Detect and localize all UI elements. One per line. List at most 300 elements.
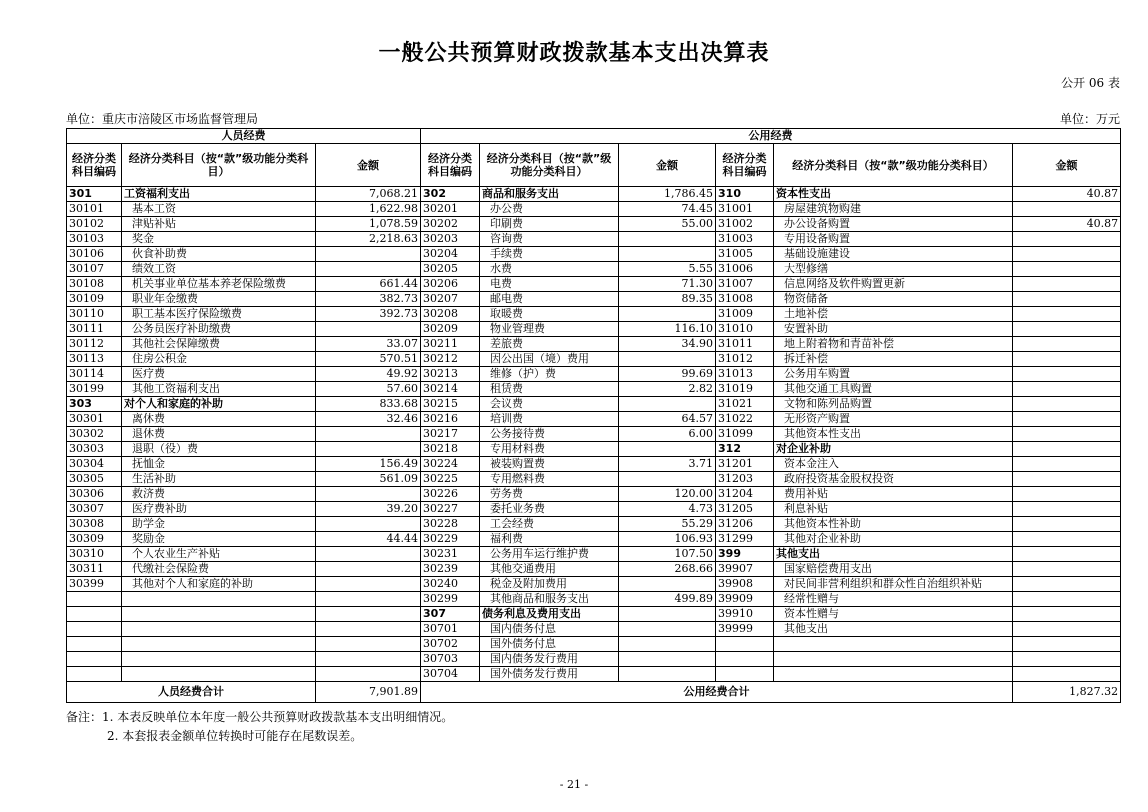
cell-code: 30112 <box>67 337 122 352</box>
cell-amount <box>316 247 421 262</box>
cell-code: 31206 <box>716 517 774 532</box>
col-header-amount: 金额 <box>316 144 421 187</box>
cell-amount <box>619 442 716 457</box>
cell-amount <box>1013 352 1121 367</box>
cell-amount: 89.35 <box>619 292 716 307</box>
cell-amount <box>619 667 716 682</box>
cell-item-name: 政府投资基金股权投资 <box>774 472 1013 487</box>
note-1: 备注：1. 本表反映单位本年度一般公共预算财政拨款基本支出明细情况。 <box>66 710 454 724</box>
table-row <box>67 487 1121 502</box>
table-row <box>67 502 1121 517</box>
cell-item-name: 水费 <box>480 262 619 277</box>
cell-amount <box>1013 607 1121 622</box>
cell-amount: 4.73 <box>619 502 716 517</box>
cell-code: 30227 <box>421 502 480 517</box>
cell-item-name: 伙食补助费 <box>122 247 316 262</box>
cell-code: 301 <box>67 187 122 202</box>
cell-amount <box>316 547 421 562</box>
cell-code: 30199 <box>67 382 122 397</box>
cell-code: 39910 <box>716 607 774 622</box>
cell-amount: 1,786.45 <box>619 187 716 202</box>
cell-amount <box>1013 547 1121 562</box>
cell-code: 30109 <box>67 292 122 307</box>
cell-code: 30208 <box>421 307 480 322</box>
cell-code: 30306 <box>67 487 122 502</box>
cell-amount: 7,068.21 <box>316 187 421 202</box>
cell-item-name: 抚恤金 <box>122 457 316 472</box>
cell-item-name: 办公设备购置 <box>774 217 1013 232</box>
cell-code <box>67 637 122 652</box>
cell-code: 30209 <box>421 322 480 337</box>
cell-amount: 55.29 <box>619 517 716 532</box>
cell-item-name: 咨询费 <box>480 232 619 247</box>
cell-amount: 382.73 <box>316 292 421 307</box>
cell-code: 302 <box>421 187 480 202</box>
cell-item-name: 国家赔偿费用支出 <box>774 562 1013 577</box>
cell-code: 31008 <box>716 292 774 307</box>
cell-item-name: 公务员医疗补助缴费 <box>122 322 316 337</box>
cell-item-name: 助学金 <box>122 517 316 532</box>
table-row <box>67 262 1121 277</box>
cell-code: 31011 <box>716 337 774 352</box>
cell-code: 30307 <box>67 502 122 517</box>
cell-code: 30225 <box>421 472 480 487</box>
cell-item-name <box>774 652 1013 667</box>
cell-item-name: 经常性赠与 <box>774 592 1013 607</box>
table-row <box>67 217 1121 232</box>
cell-item-name: 其他对企业补助 <box>774 532 1013 547</box>
cell-item-name: 退职（役）费 <box>122 442 316 457</box>
cell-amount <box>1013 457 1121 472</box>
table-row <box>67 547 1121 562</box>
cell-code: 30311 <box>67 562 122 577</box>
cell-item-name: 文物和陈列品购置 <box>774 397 1013 412</box>
cell-item-name: 代缴社会保险费 <box>122 562 316 577</box>
cell-code: 30108 <box>67 277 122 292</box>
cell-item-name: 物资储备 <box>774 292 1013 307</box>
cell-item-name: 办公费 <box>480 202 619 217</box>
col-header-name: 经济分类科目（按“款”级功能分类科目） <box>122 144 316 187</box>
cell-code: 31009 <box>716 307 774 322</box>
group-header-row <box>67 129 1121 144</box>
cell-item-name: 奖金 <box>122 232 316 247</box>
cell-item-name: 其他工资福利支出 <box>122 382 316 397</box>
table-row <box>67 592 1121 607</box>
cell-code: 310 <box>716 187 774 202</box>
cell-item-name: 退休费 <box>122 427 316 442</box>
table-row <box>67 532 1121 547</box>
cell-code: 30103 <box>67 232 122 247</box>
cell-amount <box>1013 652 1121 667</box>
page-number: - 21 - <box>559 778 589 791</box>
cell-item-name: 资本性赠与 <box>774 607 1013 622</box>
cell-amount: 71.30 <box>619 277 716 292</box>
cell-code: 31205 <box>716 502 774 517</box>
cell-item-name: 租赁费 <box>480 382 619 397</box>
cell-amount: 106.93 <box>619 532 716 547</box>
table-row <box>67 232 1121 247</box>
cell-item-name: 劳务费 <box>480 487 619 502</box>
cell-code: 39999 <box>716 622 774 637</box>
cell-item-name: 机关事业单位基本养老保险缴费 <box>122 277 316 292</box>
cell-amount: 49.92 <box>316 367 421 382</box>
cell-amount <box>1013 502 1121 517</box>
cell-item-name: 委托业务费 <box>480 502 619 517</box>
cell-amount <box>619 352 716 367</box>
cell-amount <box>619 472 716 487</box>
cell-amount <box>1013 262 1121 277</box>
cell-code: 312 <box>716 442 774 457</box>
cell-item-name <box>774 637 1013 652</box>
cell-amount <box>1013 592 1121 607</box>
col-header-name: 经济分类科目（按“款”级功能分类科目） <box>480 144 619 187</box>
cell-amount <box>316 667 421 682</box>
cell-item-name: 专用材料费 <box>480 442 619 457</box>
cell-amount <box>1013 367 1121 382</box>
cell-item-name: 取暖费 <box>480 307 619 322</box>
cell-amount <box>619 232 716 247</box>
cell-item-name: 房屋建筑物购建 <box>774 202 1013 217</box>
cell-code <box>716 652 774 667</box>
table-row <box>67 517 1121 532</box>
cell-code <box>67 652 122 667</box>
cell-code: 39909 <box>716 592 774 607</box>
cell-item-name: 其他交通费用 <box>480 562 619 577</box>
cell-code: 30114 <box>67 367 122 382</box>
cell-code: 30204 <box>421 247 480 262</box>
cell-item-name <box>774 667 1013 682</box>
cell-amount: 44.44 <box>316 532 421 547</box>
cell-amount: 5.55 <box>619 262 716 277</box>
cell-code: 31007 <box>716 277 774 292</box>
cell-item-name: 地上附着物和青苗补偿 <box>774 337 1013 352</box>
cell-item-name: 资本金注入 <box>774 457 1013 472</box>
cell-item-name: 福利费 <box>480 532 619 547</box>
table-row <box>67 637 1121 652</box>
cell-item-name <box>122 637 316 652</box>
cell-code: 30703 <box>421 652 480 667</box>
cell-code: 30213 <box>421 367 480 382</box>
cell-item-name: 公务用车运行维护费 <box>480 547 619 562</box>
cell-item-name: 信息网络及软件购置更新 <box>774 277 1013 292</box>
cell-amount <box>619 247 716 262</box>
cell-code: 30216 <box>421 412 480 427</box>
cell-code <box>67 592 122 607</box>
cell-amount <box>316 487 421 502</box>
form-number: 公开 06 表 <box>1061 76 1120 90</box>
cell-amount: 661.44 <box>316 277 421 292</box>
cell-code: 30301 <box>67 412 122 427</box>
personnel-total-value: 7,901.89 <box>316 682 421 703</box>
cell-amount: 40.87 <box>1013 187 1121 202</box>
cell-code: 31003 <box>716 232 774 247</box>
cell-item-name: 资本性支出 <box>774 187 1013 202</box>
cell-code <box>716 667 774 682</box>
table-row <box>67 277 1121 292</box>
cell-code <box>716 637 774 652</box>
cell-amount <box>1013 667 1121 682</box>
cell-amount: 34.90 <box>619 337 716 352</box>
cell-code: 30231 <box>421 547 480 562</box>
cell-amount <box>619 307 716 322</box>
cell-item-name: 公务用车购置 <box>774 367 1013 382</box>
public-group-header: 公用经费 <box>421 129 1121 144</box>
page-title: 一般公共预算财政拨款基本支出决算表 <box>378 41 770 66</box>
cell-code: 30113 <box>67 352 122 367</box>
cell-amount: 55.00 <box>619 217 716 232</box>
cell-amount: 3.71 <box>619 457 716 472</box>
cell-code: 30201 <box>421 202 480 217</box>
col-header-name: 经济分类科目（按“款”级功能分类科目） <box>774 144 1013 187</box>
cell-amount <box>316 622 421 637</box>
cell-amount: 1,622.98 <box>316 202 421 217</box>
table-row <box>67 457 1121 472</box>
cell-item-name: 利息补贴 <box>774 502 1013 517</box>
cell-code: 30399 <box>67 577 122 592</box>
table-row <box>67 187 1121 202</box>
cell-amount <box>1013 487 1121 502</box>
cell-amount <box>1013 337 1121 352</box>
cell-amount: 40.87 <box>1013 217 1121 232</box>
cell-code: 30702 <box>421 637 480 652</box>
cell-item-name: 印刷费 <box>480 217 619 232</box>
cell-amount: 74.45 <box>619 202 716 217</box>
cell-amount <box>619 637 716 652</box>
cell-item-name: 物业管理费 <box>480 322 619 337</box>
cell-amount: 833.68 <box>316 397 421 412</box>
cell-item-name: 安置补助 <box>774 322 1013 337</box>
table-row <box>67 652 1121 667</box>
cell-item-name: 奖励金 <box>122 532 316 547</box>
table-row <box>67 427 1121 442</box>
cell-amount: 33.07 <box>316 337 421 352</box>
cell-amount <box>316 442 421 457</box>
cell-item-name: 邮电费 <box>480 292 619 307</box>
cell-item-name: 拆迁补偿 <box>774 352 1013 367</box>
unit-name: 单位：重庆市涪陵区市场监督管理局 <box>66 112 259 126</box>
cell-item-name: 电费 <box>480 277 619 292</box>
table-row <box>67 607 1121 622</box>
cell-item-name: 职业年金缴费 <box>122 292 316 307</box>
cell-amount <box>1013 247 1121 262</box>
column-header-row <box>67 144 1121 187</box>
cell-item-name: 税金及附加费用 <box>480 577 619 592</box>
public-total-value: 1,827.32 <box>1013 682 1121 703</box>
cell-amount: 107.50 <box>619 547 716 562</box>
cell-code: 30215 <box>421 397 480 412</box>
cell-item-name: 其他对个人和家庭的补助 <box>122 577 316 592</box>
cell-amount: 2,218.63 <box>316 232 421 247</box>
cell-item-name <box>122 607 316 622</box>
cell-code: 30228 <box>421 517 480 532</box>
cell-item-name: 其他资本性补助 <box>774 517 1013 532</box>
cell-item-name <box>122 652 316 667</box>
cell-code: 31006 <box>716 262 774 277</box>
cell-item-name: 个人农业生产补贴 <box>122 547 316 562</box>
personnel-group-header: 人员经费 <box>67 129 421 144</box>
cell-item-name: 其他资本性支出 <box>774 427 1013 442</box>
cell-code <box>67 607 122 622</box>
cell-code: 30107 <box>67 262 122 277</box>
cell-amount: 561.09 <box>316 472 421 487</box>
cell-amount <box>1013 472 1121 487</box>
cell-code: 39907 <box>716 562 774 577</box>
cell-amount <box>1013 577 1121 592</box>
table-row <box>67 412 1121 427</box>
cell-code: 30206 <box>421 277 480 292</box>
cell-code: 39908 <box>716 577 774 592</box>
cell-amount <box>316 637 421 652</box>
cell-item-name: 其他社会保障缴费 <box>122 337 316 352</box>
cell-code: 30106 <box>67 247 122 262</box>
cell-item-name: 救济费 <box>122 487 316 502</box>
cell-amount <box>316 592 421 607</box>
table-row <box>67 352 1121 367</box>
table-row <box>67 322 1121 337</box>
note-2: 2. 本套报表金额单位转换时可能存在尾数误差。 <box>107 729 363 743</box>
cell-amount <box>316 607 421 622</box>
cell-amount: 32.46 <box>316 412 421 427</box>
cell-code: 31005 <box>716 247 774 262</box>
cell-amount: 116.10 <box>619 322 716 337</box>
cell-item-name: 工会经费 <box>480 517 619 532</box>
cell-item-name: 对民间非营利组织和群众性自治组织补贴 <box>774 577 1013 592</box>
cell-code: 31203 <box>716 472 774 487</box>
cell-code: 30101 <box>67 202 122 217</box>
cell-code: 30207 <box>421 292 480 307</box>
cell-amount <box>619 607 716 622</box>
cell-code: 30224 <box>421 457 480 472</box>
cell-amount <box>316 517 421 532</box>
cell-code: 31204 <box>716 487 774 502</box>
table-row <box>67 367 1121 382</box>
cell-code: 30229 <box>421 532 480 547</box>
cell-amount <box>1013 637 1121 652</box>
cell-code: 399 <box>716 547 774 562</box>
col-header-amount: 金额 <box>619 144 716 187</box>
cell-amount <box>1013 322 1121 337</box>
col-header-code: 经济分类科目编码 <box>67 144 122 187</box>
cell-code: 30305 <box>67 472 122 487</box>
cell-amount <box>316 262 421 277</box>
cell-code: 30214 <box>421 382 480 397</box>
table-row <box>67 442 1121 457</box>
cell-item-name: 医疗费补助 <box>122 502 316 517</box>
cell-item-name: 大型修缮 <box>774 262 1013 277</box>
cell-amount <box>619 622 716 637</box>
cell-item-name <box>122 622 316 637</box>
cell-code: 30211 <box>421 337 480 352</box>
cell-item-name: 培训费 <box>480 412 619 427</box>
cell-item-name: 无形资产购置 <box>774 412 1013 427</box>
cell-amount: 57.60 <box>316 382 421 397</box>
cell-code: 31019 <box>716 382 774 397</box>
cell-code: 30240 <box>421 577 480 592</box>
table-row <box>67 307 1121 322</box>
cell-code: 31012 <box>716 352 774 367</box>
cell-item-name: 津贴补贴 <box>122 217 316 232</box>
cell-amount <box>1013 307 1121 322</box>
table-row <box>67 247 1121 262</box>
cell-code: 30111 <box>67 322 122 337</box>
cell-amount <box>1013 412 1121 427</box>
cell-code: 30202 <box>421 217 480 232</box>
cell-item-name: 差旅费 <box>480 337 619 352</box>
cell-amount <box>316 652 421 667</box>
cell-amount: 268.66 <box>619 562 716 577</box>
cell-code: 303 <box>67 397 122 412</box>
cell-code: 31013 <box>716 367 774 382</box>
cell-code: 30226 <box>421 487 480 502</box>
cell-amount <box>1013 562 1121 577</box>
cell-code: 31299 <box>716 532 774 547</box>
cell-code: 30701 <box>421 622 480 637</box>
cell-amount <box>1013 397 1121 412</box>
cell-code: 30303 <box>67 442 122 457</box>
cell-amount <box>1013 277 1121 292</box>
table-row <box>67 577 1121 592</box>
cell-amount: 570.51 <box>316 352 421 367</box>
cell-amount: 156.49 <box>316 457 421 472</box>
cell-code <box>67 667 122 682</box>
cell-item-name: 会议费 <box>480 397 619 412</box>
cell-code: 30310 <box>67 547 122 562</box>
public-total-label: 公用经费合计 <box>421 682 1013 703</box>
cell-amount <box>316 427 421 442</box>
cell-item-name: 维修（护）费 <box>480 367 619 382</box>
cell-amount: 392.73 <box>316 307 421 322</box>
cell-item-name: 商品和服务支出 <box>480 187 619 202</box>
cell-item-name: 绩效工资 <box>122 262 316 277</box>
cell-amount <box>316 577 421 592</box>
cell-code: 30110 <box>67 307 122 322</box>
cell-code: 30239 <box>421 562 480 577</box>
cell-amount <box>619 577 716 592</box>
cell-item-name: 职工基本医疗保险缴费 <box>122 307 316 322</box>
amount-unit: 单位：万元 <box>1059 112 1120 126</box>
cell-item-name <box>122 592 316 607</box>
cell-item-name <box>122 667 316 682</box>
cell-item-name: 其他支出 <box>774 547 1013 562</box>
col-header-code: 经济分类科目编码 <box>716 144 774 187</box>
cell-amount: 64.57 <box>619 412 716 427</box>
cell-item-name: 专用设备购置 <box>774 232 1013 247</box>
expenditure-table <box>66 128 1121 703</box>
cell-amount: 2.82 <box>619 382 716 397</box>
cell-amount: 499.89 <box>619 592 716 607</box>
table-row <box>67 562 1121 577</box>
table-row <box>67 292 1121 307</box>
cell-item-name: 对企业补助 <box>774 442 1013 457</box>
cell-code: 31001 <box>716 202 774 217</box>
personnel-total-label: 人员经费合计 <box>67 682 316 703</box>
cell-item-name: 国外债务付息 <box>480 637 619 652</box>
cell-code <box>67 622 122 637</box>
cell-amount <box>1013 442 1121 457</box>
col-header-amount: 金额 <box>1013 144 1121 187</box>
cell-code: 31010 <box>716 322 774 337</box>
cell-amount: 120.00 <box>619 487 716 502</box>
cell-amount <box>1013 382 1121 397</box>
cell-item-name: 债务利息及费用支出 <box>480 607 619 622</box>
table-row <box>67 622 1121 637</box>
cell-code: 31099 <box>716 427 774 442</box>
cell-code: 30308 <box>67 517 122 532</box>
cell-amount <box>1013 532 1121 547</box>
cell-item-name: 工资福利支出 <box>122 187 316 202</box>
cell-code: 30704 <box>421 667 480 682</box>
cell-code: 30205 <box>421 262 480 277</box>
